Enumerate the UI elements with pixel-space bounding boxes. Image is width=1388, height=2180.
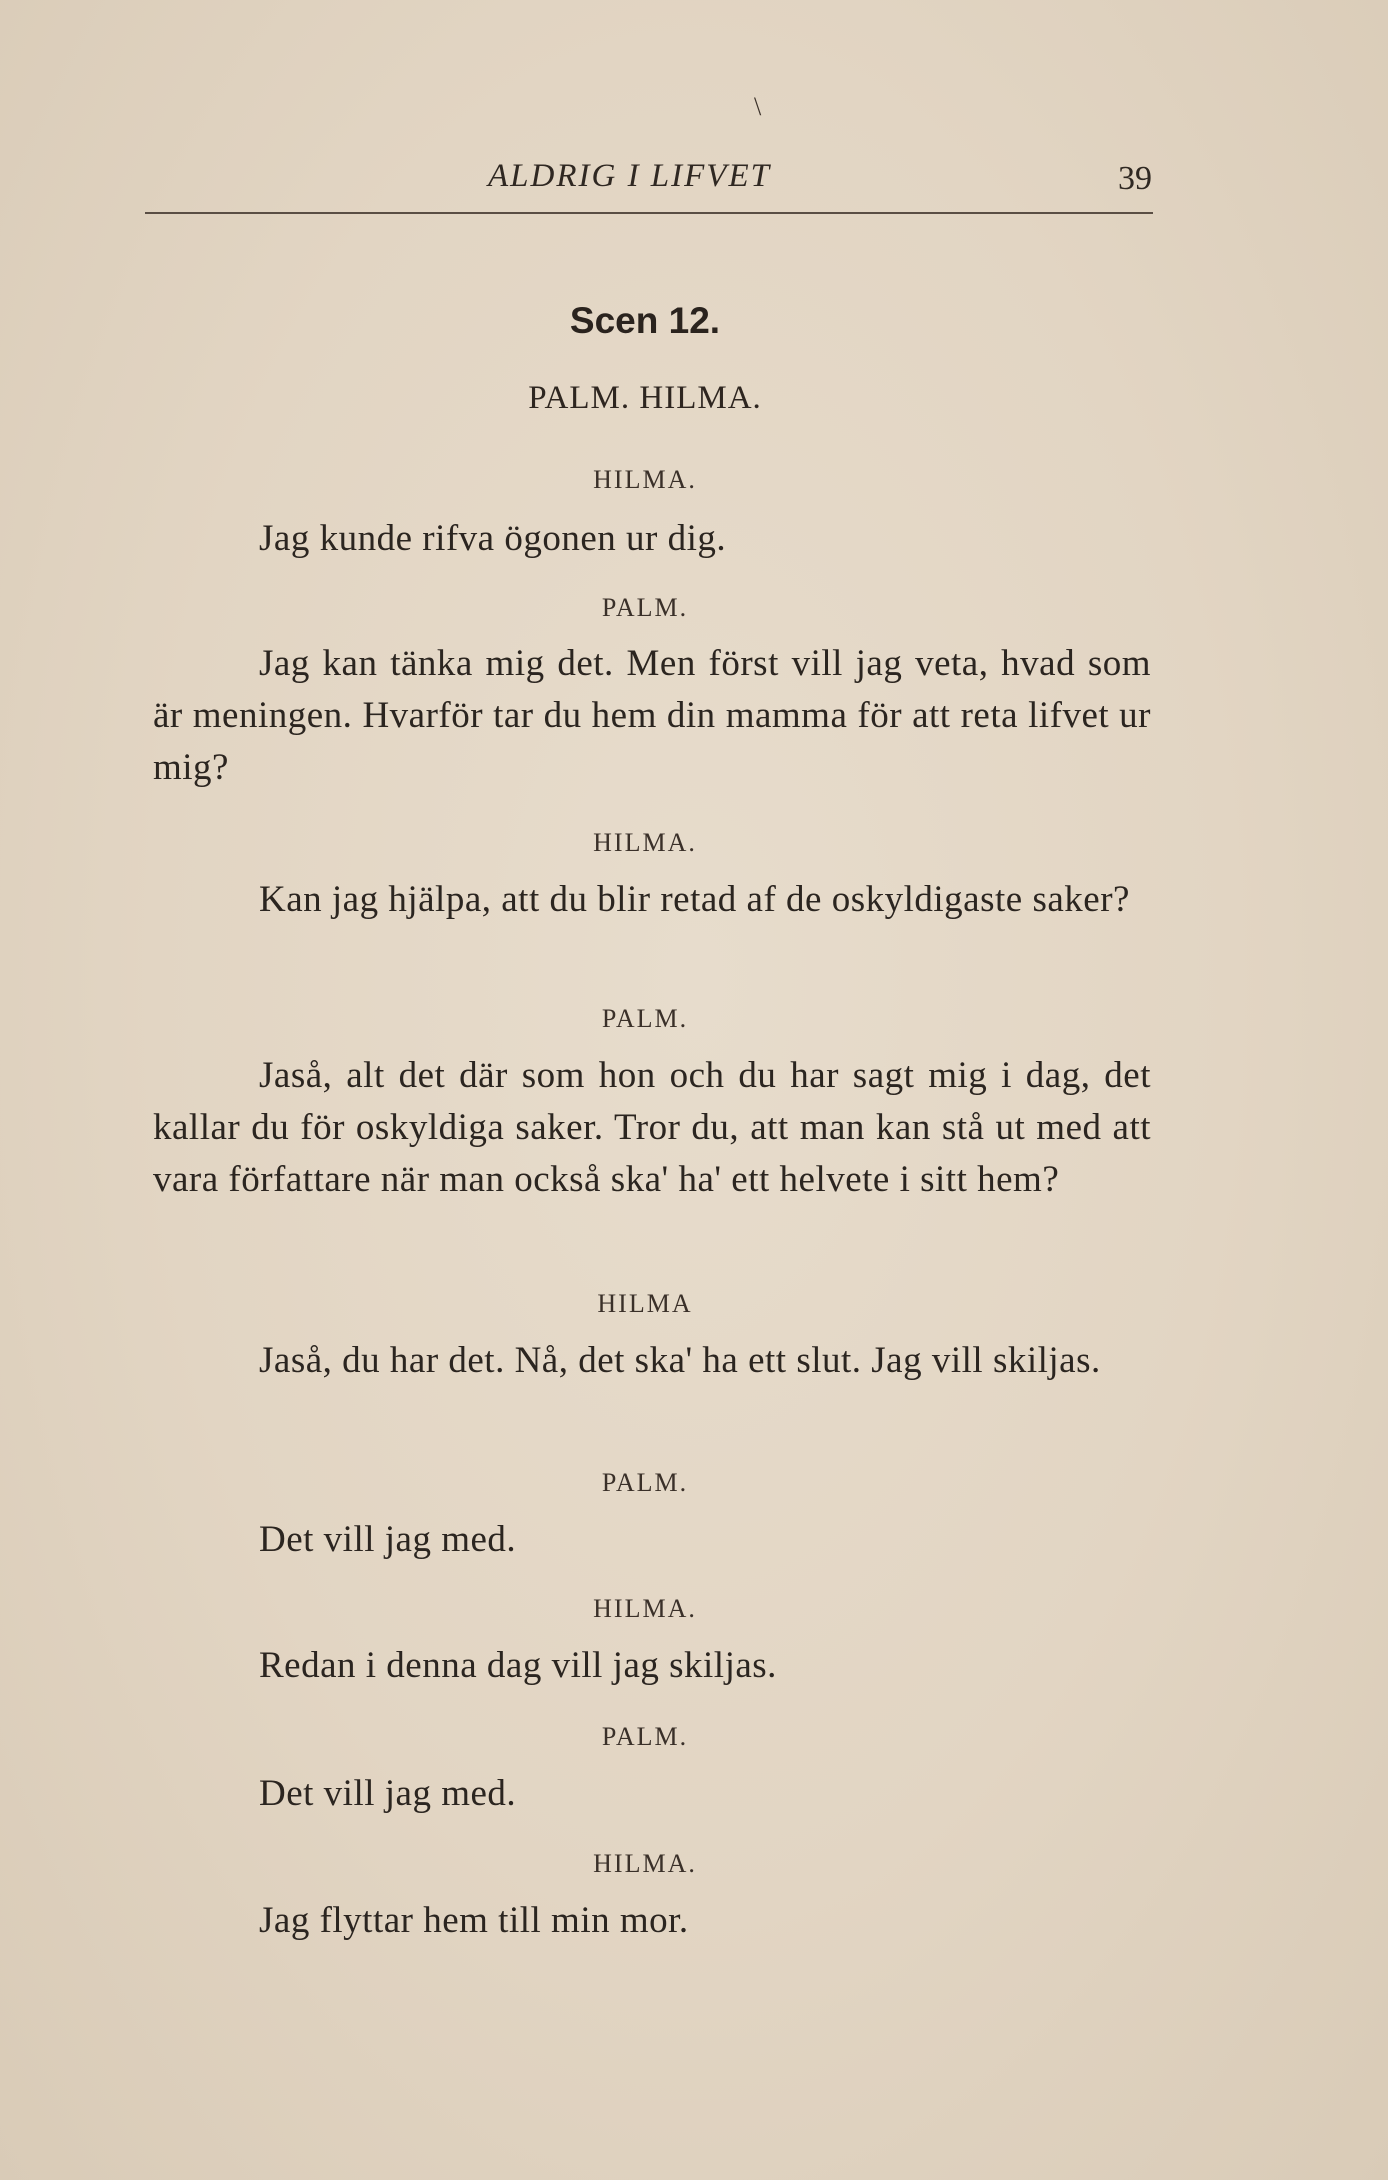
scene-title: Scen 12. <box>569 300 721 341</box>
speech-text: Det vill jag med. <box>259 1519 517 1560</box>
speaker-label: PALM. <box>601 593 689 622</box>
speaker-label: PALM. <box>601 1468 689 1497</box>
speaker-label: HILMA. <box>593 1849 697 1878</box>
speaker-label: HILMA. <box>593 465 697 494</box>
running-title: ALDRIG I LIFVET <box>488 158 771 194</box>
speech-text: Jaså, du har det. Nå, det ska' ha ett slut. Jag vill skiljas. <box>259 1340 1101 1381</box>
speech-text: Jag kan tänka mig det. Men först vill jag veta, hvad som är meningen. Hvarför tar du hem din mamma för att reta lifvet ur mig? <box>153 643 1151 788</box>
speaker-label: HILMA. <box>593 828 697 857</box>
speech-text: Jag kunde rifva ögonen ur dig. <box>259 518 727 559</box>
speech-text: Jaså, alt det där som hon och du har sagt mig i dag, det kallar du för oskyldiga saker. Tror du, att man kan stå ut med att vara författare när man också ska' ha' ett helvete i sitt hem? <box>153 1055 1151 1200</box>
speaker-label: HILMA. <box>593 1594 697 1623</box>
speech-text: Kan jag hjälpa, att du blir retad af de oskyldigaste saker? <box>259 879 1130 920</box>
header-rule <box>145 212 1153 214</box>
speech-text: Jag flyttar hem till min mor. <box>259 1900 689 1941</box>
page-number: 39 <box>1118 160 1152 197</box>
running-head <box>150 158 1152 204</box>
stray-mark: \ <box>754 92 762 121</box>
speaker-label: HILMA <box>597 1289 693 1318</box>
speaker-label: PALM. <box>601 1722 689 1751</box>
speech-text: Redan i denna dag vill jag skiljas. <box>259 1645 777 1686</box>
speech-text: Det vill jag med. <box>259 1773 517 1814</box>
scene-characters: PALM. HILMA. <box>528 380 762 416</box>
speaker-label: PALM. <box>601 1004 689 1033</box>
